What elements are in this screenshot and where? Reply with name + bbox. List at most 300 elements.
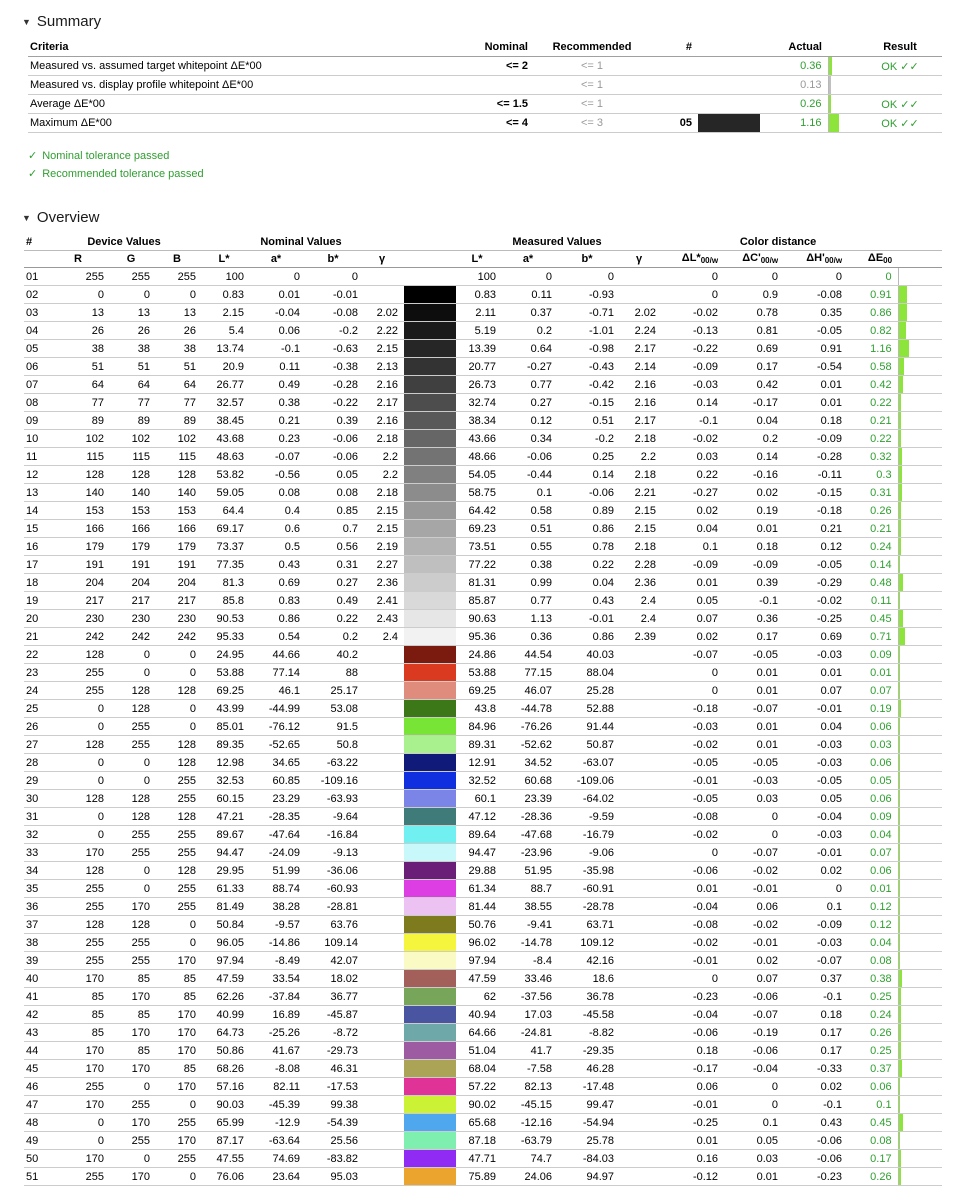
nominal-b: -0.08 <box>306 304 364 322</box>
measured-gamma: 2.02 <box>620 304 662 322</box>
measured-a: -52.62 <box>502 736 558 754</box>
patch-row <box>24 268 942 286</box>
device-r: 0 <box>50 808 110 826</box>
summary-section-header[interactable] <box>22 13 964 30</box>
measured-a: -44.78 <box>502 700 558 718</box>
delta-c: 0.36 <box>724 610 784 628</box>
delta-l: -0.02 <box>662 304 724 322</box>
nominal-a: -0.1 <box>250 340 306 358</box>
nominal-b: -54.39 <box>306 1114 364 1132</box>
delta-e-bar <box>828 76 862 95</box>
measured-l: 53.88 <box>456 664 502 682</box>
nominal-gamma: 2.36 <box>364 574 404 592</box>
patch-number: 11 <box>24 448 50 466</box>
nominal-a: 74.69 <box>250 1150 306 1168</box>
device-b: 204 <box>156 574 202 592</box>
result-cell <box>862 76 942 95</box>
nominal-a: -45.39 <box>250 1096 306 1114</box>
delta-e: 0.06 <box>848 718 898 736</box>
device-g: 0 <box>110 880 156 898</box>
measured-l: 29.88 <box>456 862 502 880</box>
measured-b: 0.43 <box>558 592 620 610</box>
criteria-cell: Measured vs. display profile whitepoint ΔE*00 <box>28 76 468 95</box>
patch-color-swatch <box>404 934 456 952</box>
patch-color-swatch <box>404 538 456 556</box>
delta-e-bar-fill <box>899 898 900 915</box>
nominal-a: -76.12 <box>250 718 306 736</box>
device-b: 0 <box>156 1168 202 1186</box>
nominal-a: 0.21 <box>250 412 306 430</box>
delta-c: 0.02 <box>724 952 784 970</box>
delta-h: -0.1 <box>784 1096 848 1114</box>
delta-e-bar-fill <box>899 790 900 807</box>
delta-e-bar <box>898 898 942 916</box>
delta-h: 0.01 <box>784 394 848 412</box>
tolerance-notes <box>28 147 964 183</box>
delta-c: -0.05 <box>724 754 784 772</box>
collapse-triangle-icon: ▼ <box>22 17 31 27</box>
patch-number: 32 <box>24 826 50 844</box>
measured-l: 43.66 <box>456 430 502 448</box>
delta-c: 0 <box>724 1096 784 1114</box>
patch-color-swatch <box>404 412 456 430</box>
device-g: 255 <box>110 952 156 970</box>
delta-e: 0.09 <box>848 646 898 664</box>
measured-gamma: 2.4 <box>620 592 662 610</box>
delta-e-bar <box>898 466 942 484</box>
nominal-b: 0.85 <box>306 502 364 520</box>
device-r: 255 <box>50 268 110 286</box>
nominal-b: 0.2 <box>306 628 364 646</box>
nominal-b: -0.28 <box>306 376 364 394</box>
device-b: 128 <box>156 808 202 826</box>
patch-number-cell <box>654 95 698 114</box>
delta-e-bar-fill <box>899 826 900 843</box>
delta-h: -0.05 <box>784 772 848 790</box>
delta-e: 0.22 <box>848 430 898 448</box>
device-r: 153 <box>50 502 110 520</box>
patch-row <box>24 574 942 592</box>
measured-b: -0.71 <box>558 304 620 322</box>
delta-h: 0.02 <box>784 862 848 880</box>
nominal-l: 90.03 <box>202 1096 250 1114</box>
nominal-gamma <box>364 790 404 808</box>
delta-l: -0.22 <box>662 340 724 358</box>
measured-gamma <box>620 1168 662 1186</box>
delta-h: 0.18 <box>784 1006 848 1024</box>
delta-h: -0.03 <box>784 826 848 844</box>
device-r: 191 <box>50 556 110 574</box>
patch-number-cell: 05 <box>654 114 698 133</box>
patch-row <box>24 1042 942 1060</box>
delta-e-bar-fill <box>899 340 909 357</box>
measured-a: 0.77 <box>502 592 558 610</box>
nominal-gamma <box>364 1096 404 1114</box>
measured-b: -9.06 <box>558 844 620 862</box>
patch-color-swatch <box>404 916 456 934</box>
delta-e: 0.04 <box>848 826 898 844</box>
device-b: 128 <box>156 736 202 754</box>
subheader-delta-l: ΔL*00/w <box>662 251 724 268</box>
nominal-gamma: 2.19 <box>364 538 404 556</box>
device-b: 191 <box>156 556 202 574</box>
patch-color-swatch <box>404 1024 456 1042</box>
device-b: 64 <box>156 376 202 394</box>
nominal-b: 0.7 <box>306 520 364 538</box>
delta-e-bar-fill <box>899 628 905 645</box>
nominal-a: 0 <box>250 268 306 286</box>
measured-gamma <box>620 718 662 736</box>
measured-gamma <box>620 1078 662 1096</box>
delta-l: -0.03 <box>662 718 724 736</box>
device-g: 170 <box>110 988 156 1006</box>
patch-color-swatch <box>404 718 456 736</box>
nominal-gamma <box>364 808 404 826</box>
nominal-gamma <box>364 844 404 862</box>
nominal-l: 20.9 <box>202 358 250 376</box>
nominal-gamma: 2.16 <box>364 412 404 430</box>
device-r: 255 <box>50 898 110 916</box>
delta-e-bar <box>898 808 942 826</box>
nominal-b: 53.08 <box>306 700 364 718</box>
nominal-gamma: 2.2 <box>364 466 404 484</box>
measured-a: 74.7 <box>502 1150 558 1168</box>
nominal-b: 0.39 <box>306 412 364 430</box>
measured-a: 60.68 <box>502 772 558 790</box>
measured-l: 84.96 <box>456 718 502 736</box>
delta-h: -0.06 <box>784 1132 848 1150</box>
patch-color-swatch <box>404 304 456 322</box>
patch-number: 21 <box>24 628 50 646</box>
delta-e-bar-fill <box>899 1114 903 1131</box>
measured-gamma <box>620 646 662 664</box>
nominal-b: -60.93 <box>306 880 364 898</box>
patch-number: 31 <box>24 808 50 826</box>
measured-l: 54.05 <box>456 466 502 484</box>
delta-e: 0.12 <box>848 916 898 934</box>
measured-gamma <box>620 1096 662 1114</box>
patch-row <box>24 394 942 412</box>
nominal-l: 76.06 <box>202 1168 250 1186</box>
device-g: 0 <box>110 772 156 790</box>
measured-gamma <box>620 682 662 700</box>
delta-e-bar-fill <box>899 934 900 951</box>
nominal-l: 69.25 <box>202 682 250 700</box>
device-g: 38 <box>110 340 156 358</box>
delta-e-bar <box>828 57 862 76</box>
measured-l: 89.64 <box>456 826 502 844</box>
actual-cell: 0.26 <box>760 95 828 114</box>
delta-e-bar-fill <box>829 57 832 75</box>
delta-e: 0.71 <box>848 628 898 646</box>
nominal-b: 0 <box>306 268 364 286</box>
device-g: 170 <box>110 1168 156 1186</box>
delta-e-bar-fill <box>899 718 900 735</box>
delta-e-bar <box>898 970 942 988</box>
delta-l: 0.18 <box>662 1042 724 1060</box>
device-b: 0 <box>156 664 202 682</box>
summary-col-swatch <box>698 39 760 57</box>
overview-group-header-row <box>24 235 942 251</box>
device-g: 255 <box>110 736 156 754</box>
patch-row <box>24 628 942 646</box>
delta-e-bar-fill <box>899 322 906 339</box>
nominal-a: 0.4 <box>250 502 306 520</box>
measured-l: 87.18 <box>456 1132 502 1150</box>
measured-gamma <box>620 952 662 970</box>
delta-e: 0.91 <box>848 286 898 304</box>
delta-c: -0.06 <box>724 988 784 1006</box>
subheader-g: G <box>110 251 156 268</box>
device-r: 0 <box>50 718 110 736</box>
delta-c: -0.03 <box>724 772 784 790</box>
device-b: 128 <box>156 466 202 484</box>
measured-b: 25.28 <box>558 682 620 700</box>
device-b: 170 <box>156 1042 202 1060</box>
delta-e: 0.21 <box>848 520 898 538</box>
measured-a: 82.13 <box>502 1078 558 1096</box>
measured-b: -16.79 <box>558 826 620 844</box>
measured-b: 94.97 <box>558 1168 620 1186</box>
patch-number: 02 <box>24 286 50 304</box>
measured-gamma: 2.14 <box>620 358 662 376</box>
patch-row <box>24 970 942 988</box>
overview-table-body <box>24 268 942 1186</box>
device-b: 51 <box>156 358 202 376</box>
patch-color-swatch <box>404 520 456 538</box>
measured-b: -35.98 <box>558 862 620 880</box>
patch-row <box>24 700 942 718</box>
nominal-gamma: 2.22 <box>364 322 404 340</box>
delta-h: -0.02 <box>784 592 848 610</box>
patch-color-swatch <box>404 610 456 628</box>
delta-e-bar-fill <box>899 880 900 897</box>
measured-l: 13.39 <box>456 340 502 358</box>
delta-e: 0.04 <box>848 934 898 952</box>
group-device-values: Device Values <box>50 235 202 251</box>
device-g: 0 <box>110 862 156 880</box>
nominal-b: 0.31 <box>306 556 364 574</box>
device-b: 179 <box>156 538 202 556</box>
nominal-gamma: 2.16 <box>364 376 404 394</box>
nominal-l: 13.74 <box>202 340 250 358</box>
measured-b: 88.04 <box>558 664 620 682</box>
measured-a: -7.58 <box>502 1060 558 1078</box>
measured-b: -0.2 <box>558 430 620 448</box>
nominal-gamma: 2.18 <box>364 484 404 502</box>
summary-col-recommended: Recommended <box>534 39 654 57</box>
patch-row <box>24 1150 942 1168</box>
device-g: 170 <box>110 1114 156 1132</box>
delta-e-bar <box>898 1096 942 1114</box>
delta-h: 0.35 <box>784 304 848 322</box>
delta-l: -0.06 <box>662 1024 724 1042</box>
measured-b: -64.02 <box>558 790 620 808</box>
device-b: 255 <box>156 844 202 862</box>
patch-number: 39 <box>24 952 50 970</box>
nominal-l: 89.67 <box>202 826 250 844</box>
device-r: 0 <box>50 1132 110 1150</box>
recommended-cell: <= 1 <box>534 57 654 76</box>
device-g: 0 <box>110 1078 156 1096</box>
measured-gamma <box>620 808 662 826</box>
patch-number: 28 <box>24 754 50 772</box>
device-r: 128 <box>50 736 110 754</box>
delta-e-bar <box>898 268 942 286</box>
measured-b: 40.03 <box>558 646 620 664</box>
device-r: 255 <box>50 934 110 952</box>
device-b: 0 <box>156 1096 202 1114</box>
measured-gamma <box>620 898 662 916</box>
patch-number: 20 <box>24 610 50 628</box>
subheader-blank <box>24 251 50 268</box>
device-g: 170 <box>110 1024 156 1042</box>
patch-number: 48 <box>24 1114 50 1132</box>
measured-l: 75.89 <box>456 1168 502 1186</box>
patch-row <box>24 916 942 934</box>
patch-color-swatch <box>404 664 456 682</box>
result-cell: OK ✓✓ <box>862 95 942 114</box>
overview-section-header[interactable] <box>22 209 964 226</box>
nominal-l: 69.17 <box>202 520 250 538</box>
delta-e-bar-fill <box>899 952 900 969</box>
delta-h: 0.17 <box>784 1024 848 1042</box>
measured-l: 47.12 <box>456 808 502 826</box>
patch-row <box>24 538 942 556</box>
device-r: 128 <box>50 466 110 484</box>
nominal-cell: <= 4 <box>468 114 534 133</box>
measured-b: 50.87 <box>558 736 620 754</box>
nominal-b: -109.16 <box>306 772 364 790</box>
patch-color-swatch <box>404 970 456 988</box>
delta-e: 0.01 <box>848 880 898 898</box>
measured-l: 100 <box>456 268 502 286</box>
device-r: 255 <box>50 880 110 898</box>
nominal-gamma: 2.02 <box>364 304 404 322</box>
device-r: 0 <box>50 826 110 844</box>
delta-l: 0 <box>662 664 724 682</box>
device-r: 128 <box>50 646 110 664</box>
nominal-b: -45.87 <box>306 1006 364 1024</box>
patch-row <box>24 556 942 574</box>
delta-e-bar-fill <box>899 700 901 717</box>
summary-row <box>28 114 942 133</box>
device-r: 0 <box>50 700 110 718</box>
device-b: 0 <box>156 718 202 736</box>
measured-b: 0.22 <box>558 556 620 574</box>
nominal-a: 38.28 <box>250 898 306 916</box>
device-g: 128 <box>110 790 156 808</box>
delta-e: 0.08 <box>848 952 898 970</box>
nominal-a: 44.66 <box>250 646 306 664</box>
delta-l: 0.02 <box>662 502 724 520</box>
delta-h: -0.25 <box>784 610 848 628</box>
delta-l: 0.01 <box>662 1132 724 1150</box>
nominal-l: 94.47 <box>202 844 250 862</box>
device-b: 0 <box>156 916 202 934</box>
device-b: 255 <box>156 898 202 916</box>
delta-h: -0.11 <box>784 466 848 484</box>
patch-color-swatch <box>404 1114 456 1132</box>
actual-cell: 0.36 <box>760 57 828 76</box>
overview-title: Overview <box>36 209 100 226</box>
nominal-b: 50.8 <box>306 736 364 754</box>
patch-row <box>24 898 942 916</box>
patch-row <box>24 484 942 502</box>
delta-c: 0.17 <box>724 358 784 376</box>
delta-l: 0.03 <box>662 448 724 466</box>
delta-e: 0.09 <box>848 808 898 826</box>
delta-l: 0.01 <box>662 574 724 592</box>
nominal-b: -9.13 <box>306 844 364 862</box>
patch-number: 38 <box>24 934 50 952</box>
device-r: 0 <box>50 772 110 790</box>
patch-row <box>24 376 942 394</box>
measured-gamma: 2.21 <box>620 484 662 502</box>
delta-e-bar-fill <box>829 76 831 94</box>
delta-h: 0.07 <box>784 682 848 700</box>
measured-b: -28.78 <box>558 898 620 916</box>
patch-row <box>24 664 942 682</box>
nominal-gamma <box>364 1168 404 1186</box>
patch-row <box>24 1060 942 1078</box>
delta-e-bar <box>898 1078 942 1096</box>
nominal-a: 82.11 <box>250 1078 306 1096</box>
delta-e-bar-fill <box>899 808 900 825</box>
delta-e-bar <box>898 394 942 412</box>
nominal-gamma: 2.27 <box>364 556 404 574</box>
nominal-gamma <box>364 1078 404 1096</box>
measured-a: 24.06 <box>502 1168 558 1186</box>
patch-color-swatch <box>404 502 456 520</box>
device-b: 128 <box>156 682 202 700</box>
device-g: 64 <box>110 376 156 394</box>
device-b: 77 <box>156 394 202 412</box>
delta-c: 0 <box>724 268 784 286</box>
max-error-swatch <box>698 95 760 114</box>
delta-c: 0.01 <box>724 736 784 754</box>
delta-h: 0.05 <box>784 790 848 808</box>
delta-e: 0.06 <box>848 1078 898 1096</box>
device-r: 179 <box>50 538 110 556</box>
nominal-l: 24.95 <box>202 646 250 664</box>
summary-col-nominal: Nominal <box>468 39 534 57</box>
delta-l: -0.02 <box>662 934 724 952</box>
nominal-l: 32.57 <box>202 394 250 412</box>
patch-color-swatch <box>404 1096 456 1114</box>
nominal-a: 0.11 <box>250 358 306 376</box>
nominal-gamma: 2.17 <box>364 394 404 412</box>
subheader-nominal-b: b* <box>306 251 364 268</box>
device-r: 128 <box>50 862 110 880</box>
nominal-gamma: 2.41 <box>364 592 404 610</box>
patch-color-swatch <box>404 322 456 340</box>
measured-gamma <box>620 988 662 1006</box>
summary-col-actual: Actual <box>760 39 828 57</box>
measured-l: 69.25 <box>456 682 502 700</box>
device-b: 255 <box>156 790 202 808</box>
delta-e: 0.06 <box>848 862 898 880</box>
patch-color-swatch <box>404 880 456 898</box>
nominal-b: -0.63 <box>306 340 364 358</box>
patch-row <box>24 610 942 628</box>
patch-number: 33 <box>24 844 50 862</box>
delta-l: 0.07 <box>662 610 724 628</box>
nominal-l: 77.35 <box>202 556 250 574</box>
measured-b: -0.01 <box>558 610 620 628</box>
device-g: 255 <box>110 826 156 844</box>
delta-e-bar-fill <box>899 772 900 789</box>
